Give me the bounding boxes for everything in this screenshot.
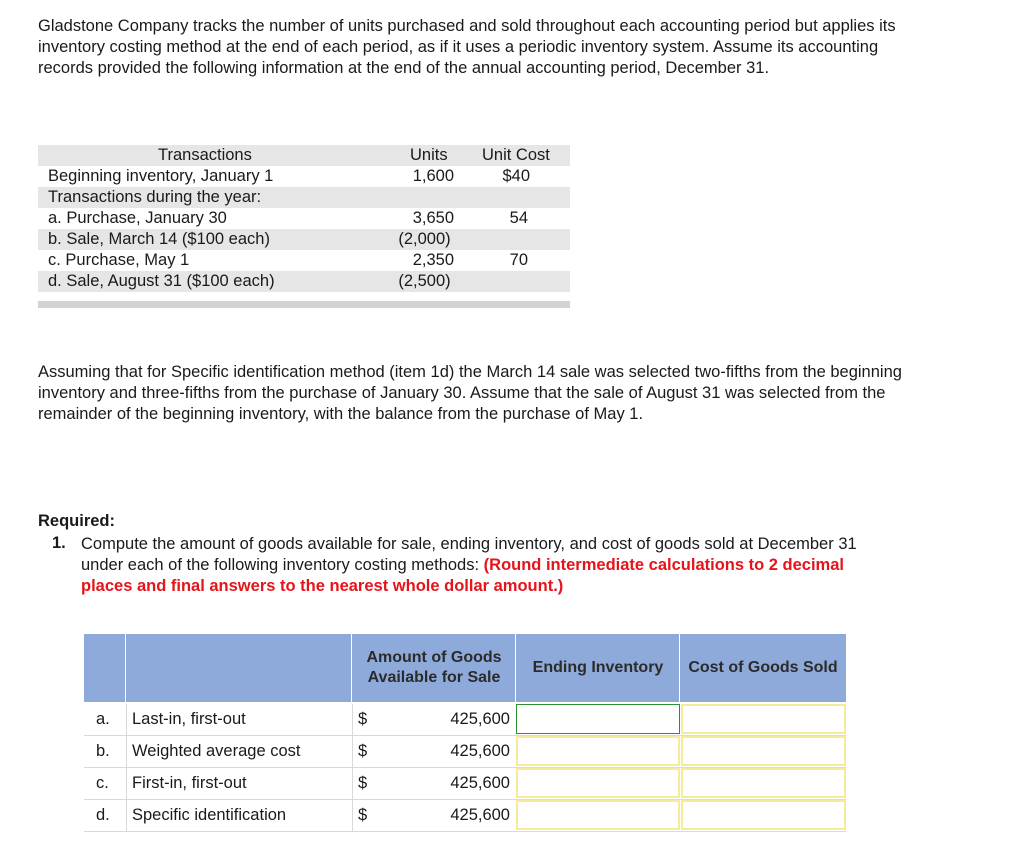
ending-inventory-input[interactable] — [516, 800, 680, 830]
cogs-input[interactable] — [681, 704, 846, 734]
col-header-transactions: Transactions — [158, 146, 252, 164]
header-cell-method — [126, 634, 352, 702]
method-label: Weighted average cost — [132, 742, 301, 760]
tx-units: (2,500) — [398, 272, 451, 290]
tx-units: (2,000) — [398, 230, 451, 248]
method-label: First-in, first-out — [132, 774, 247, 792]
col-header-available: Amount of Goods Available for Sale — [366, 649, 502, 686]
tx-units: 2,350 — [412, 251, 454, 269]
tx-label: b. Sale, March 14 ($100 each) — [48, 230, 270, 248]
tx-units: 1,600 — [412, 167, 454, 185]
cogs-input[interactable] — [681, 768, 846, 798]
col-header-ending: Ending Inventory — [532, 659, 664, 676]
requirement-text — [81, 534, 871, 597]
goods-available-value: 425,600 — [450, 774, 510, 792]
col-header-unit-cost: Unit Cost — [482, 146, 550, 164]
cogs-input[interactable] — [681, 800, 846, 830]
tx-cost: 70 — [509, 251, 528, 269]
tx-units: 3,650 — [412, 209, 454, 227]
ending-inventory-input[interactable] — [516, 768, 680, 798]
tx-label: Transactions during the year: — [48, 188, 262, 206]
col-header-cogs: Cost of Goods Sold — [688, 659, 838, 676]
row-letter: b. — [96, 742, 110, 760]
tx-label: d. Sale, August 31 ($100 each) — [48, 272, 275, 290]
currency-symbol: $ — [358, 710, 368, 728]
table-row-lifo — [84, 704, 846, 736]
requirement-number: 1. — [52, 534, 66, 552]
assumption-paragraph: Assuming that for Specific identification method (item 1d) the March 14 sale was selected two-fifths from the beginning inventory and three-fifths from the purchase of January 30. Assume that the sale of August 31 was selected from the remainder of the beginning inventory, with the balance from the purchase of May 1. — [38, 363, 902, 423]
intro-paragraph: Gladstone Company tracks the number of units purchased and sold throughout each accounting period but applies its inventory costing method at the end of each period, as if it uses a periodic inventory system. Assume its accounting records provided the following information at the end of the annual accounting period, December 31. — [38, 17, 896, 77]
table-row-fifo — [84, 768, 846, 800]
rounding-note: (Round intermediate calculations to 2 decimal places and final answers to the nearest whole dollar amount.) — [81, 556, 844, 595]
currency-symbol: $ — [358, 806, 368, 824]
tx-label: Beginning inventory, January 1 — [48, 167, 274, 185]
header-cell-blank — [84, 634, 126, 702]
goods-available-value: 425,600 — [450, 806, 510, 824]
row-letter: c. — [96, 774, 109, 792]
table-row-specific-identification — [84, 800, 846, 832]
method-label: Last-in, first-out — [132, 710, 246, 728]
table-divider — [38, 301, 570, 308]
currency-symbol: $ — [358, 742, 368, 760]
ending-inventory-input[interactable] — [516, 704, 680, 734]
goods-available-value: 425,600 — [450, 742, 510, 760]
tx-cost: $40 — [502, 167, 530, 185]
tx-label: c. Purchase, May 1 — [48, 251, 190, 269]
goods-available-value: 425,600 — [450, 710, 510, 728]
row-letter: a. — [96, 710, 110, 728]
required-heading: Required: — [38, 512, 116, 530]
tx-label: a. Purchase, January 30 — [48, 209, 227, 227]
table-row-weighted-average — [84, 736, 846, 768]
cogs-input[interactable] — [681, 736, 846, 766]
ending-inventory-input[interactable] — [516, 736, 680, 766]
row-letter: d. — [96, 806, 110, 824]
currency-symbol: $ — [358, 774, 368, 792]
method-label: Specific identification — [132, 806, 287, 824]
requirement-instructions: Compute the amount of goods available for sale, ending inventory, and cost of goods sold at December 31 under each of the following inventory costing methods: — [81, 535, 857, 574]
tx-cost: 54 — [509, 209, 528, 227]
col-header-units: Units — [410, 146, 448, 164]
